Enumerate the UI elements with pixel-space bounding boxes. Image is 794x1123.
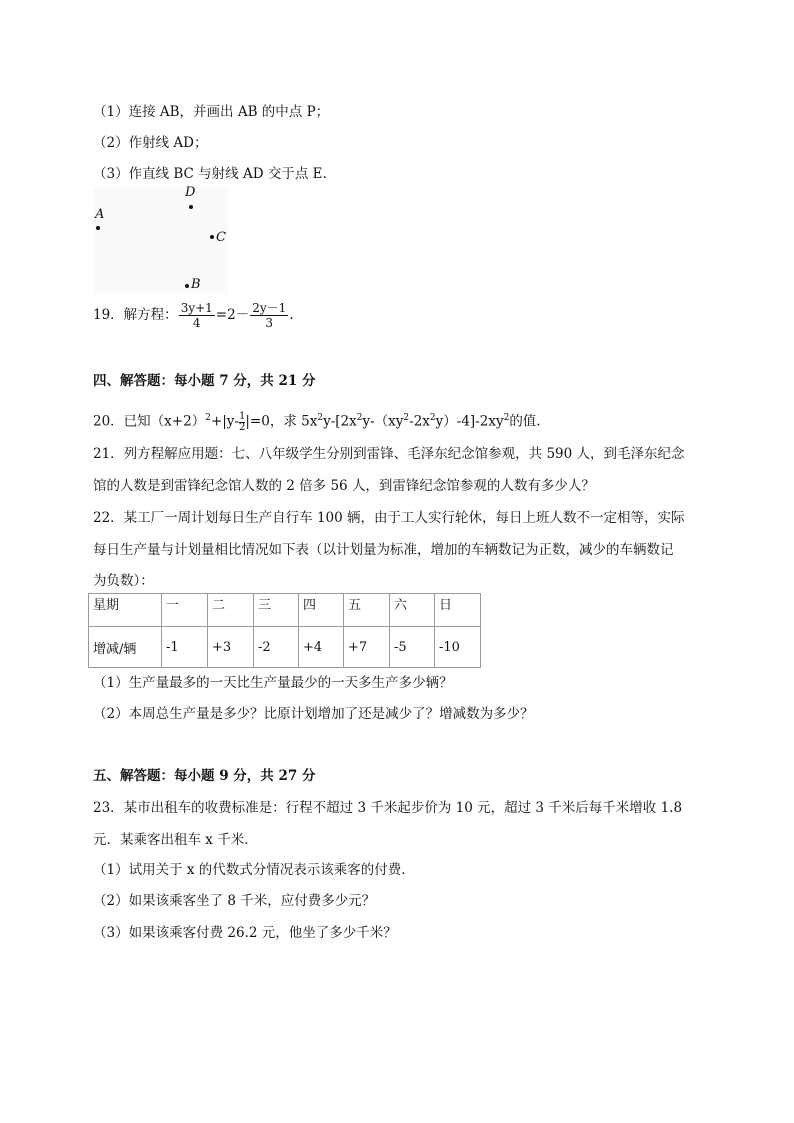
q20-s3: 2: [403, 413, 410, 423]
q23-sub-2: （2）如果该乘客坐了 8 千米，应付费多少元？: [93, 893, 376, 909]
point-dot-b: [185, 284, 189, 288]
table-cell: 增减/辆: [89, 627, 162, 668]
q19-rhs-fraction: [250, 301, 288, 330]
table-cell: 六: [390, 594, 435, 627]
q20-part4: y-[2x: [323, 413, 357, 430]
q22-line-3: 为负数）：: [93, 573, 154, 589]
point-dot-c: [210, 235, 214, 239]
geometry-figure: [93, 187, 228, 295]
q20-sup: 2: [205, 413, 211, 423]
q20-part6: -2x: [409, 413, 430, 430]
q23-line-1: 23．某市出租车的收费标准是：行程不超过 3 千米起步价为 10 元，超过 3 千米后每千米增收 1.8: [93, 800, 683, 816]
q23-sub-1: （1）试用关于 x 的代数式分情况表示该乘客的付费．: [93, 862, 415, 878]
q23-line-2: 元．某乘客出租车 x 千米．: [93, 832, 258, 848]
table-cell: 四: [299, 594, 344, 627]
section-4-title: 四、解答题：每小题 7 分，共 21 分: [93, 373, 316, 389]
table-cell: 一: [162, 594, 208, 627]
point-dot-a: [96, 226, 100, 230]
q19-lhs-num: 3y+1: [180, 301, 213, 315]
table-cell: -10: [435, 627, 481, 668]
q23-sub-3: （3）如果该乘客付费 26.2 元，他坐了多少千米？: [93, 925, 397, 941]
table-cell: 日: [435, 594, 481, 627]
q22-line-1: 22．某工厂一周计划每日生产自行车 100 辆，由于工人实行轮休，每日上班人数不一定相等，实际: [93, 510, 685, 526]
q18-item-3: （3）作直线 BC 与射线 AD 交于点 E.: [93, 166, 327, 182]
q20-expression: [93, 408, 541, 433]
q20-part7: y）-4]-2xy: [435, 413, 504, 430]
q19-lhs-den: 4: [192, 316, 201, 330]
table-cell: -5: [390, 627, 435, 668]
q19-rhs-den: 3: [265, 316, 274, 330]
q19-lhs-fraction: [179, 301, 215, 330]
q20-frac-num: 1: [239, 410, 246, 422]
q22-line-2: 每日生产量与计划量相比情况如下表（以计划量为标准，增加的车辆数记为正数，减少的车辆数记: [93, 542, 674, 558]
section-5-title: 五、解答题：每小题 9 分，共 27 分: [93, 768, 316, 784]
table-row: [89, 627, 481, 668]
q22-sub-1: （1）生产量最多的一天比生产量最少的一天多生产多少辆？: [93, 675, 453, 691]
q20-s1: 2: [317, 413, 324, 423]
point-label-b: B: [191, 277, 201, 292]
q18-item-1: （1）连接 AB，并画出 AB 的中点 P；: [93, 104, 330, 120]
production-table: [88, 593, 481, 668]
point-label-c: C: [216, 230, 226, 245]
table-cell: +7: [344, 627, 390, 668]
table-cell: 星期: [89, 594, 162, 627]
q19-rhs-num: 2y－1: [252, 301, 287, 315]
q18-item-2: （2）作射线 AD；: [93, 135, 208, 151]
table-cell: 二: [208, 594, 254, 627]
q19-suffix: .: [289, 307, 294, 323]
q20-part8: 的值.: [509, 413, 541, 430]
q20-part5: y-（xy: [362, 413, 404, 430]
q19-middle: =2－: [215, 307, 250, 323]
point-label-d: D: [185, 185, 196, 200]
q20-part3: |=0，求 5x: [245, 413, 318, 430]
point-dot-d: [189, 205, 193, 209]
q21-line-2: 馆的人数是到雷锋纪念馆人数的 2 倍多 56 人，到雷锋纪念馆参观的人数有多少人？: [93, 478, 595, 494]
q20-s5: 2: [503, 413, 510, 423]
q20-s2: 2: [356, 413, 363, 423]
q20-s4: 2: [429, 413, 436, 423]
q21-line-1: 21．列方程解应用题：七、八年级学生分别到雷锋、毛泽东纪念馆参观，共 590 人，到毛泽东纪念: [93, 446, 685, 462]
point-label-a: A: [95, 207, 105, 222]
table-header-row: [89, 594, 481, 627]
q19-equation: [93, 301, 294, 330]
table-cell: 五: [344, 594, 390, 627]
q20-frac-den: 2: [239, 421, 246, 433]
table-cell: 三: [254, 594, 299, 627]
table-cell: +4: [299, 627, 344, 668]
q20-part2: +|y-: [210, 413, 239, 430]
q19-prefix: 19．解方程：: [93, 307, 178, 323]
table-cell: -2: [254, 627, 299, 668]
q22-sub-2: （2）本周总生产量是多少？比原计划增加了还是减少了？增减数为多少？: [93, 706, 534, 722]
table-cell: -1: [162, 627, 208, 668]
q20-part1: 20．已知（x+2）: [93, 413, 206, 430]
table-cell: +3: [208, 627, 254, 668]
